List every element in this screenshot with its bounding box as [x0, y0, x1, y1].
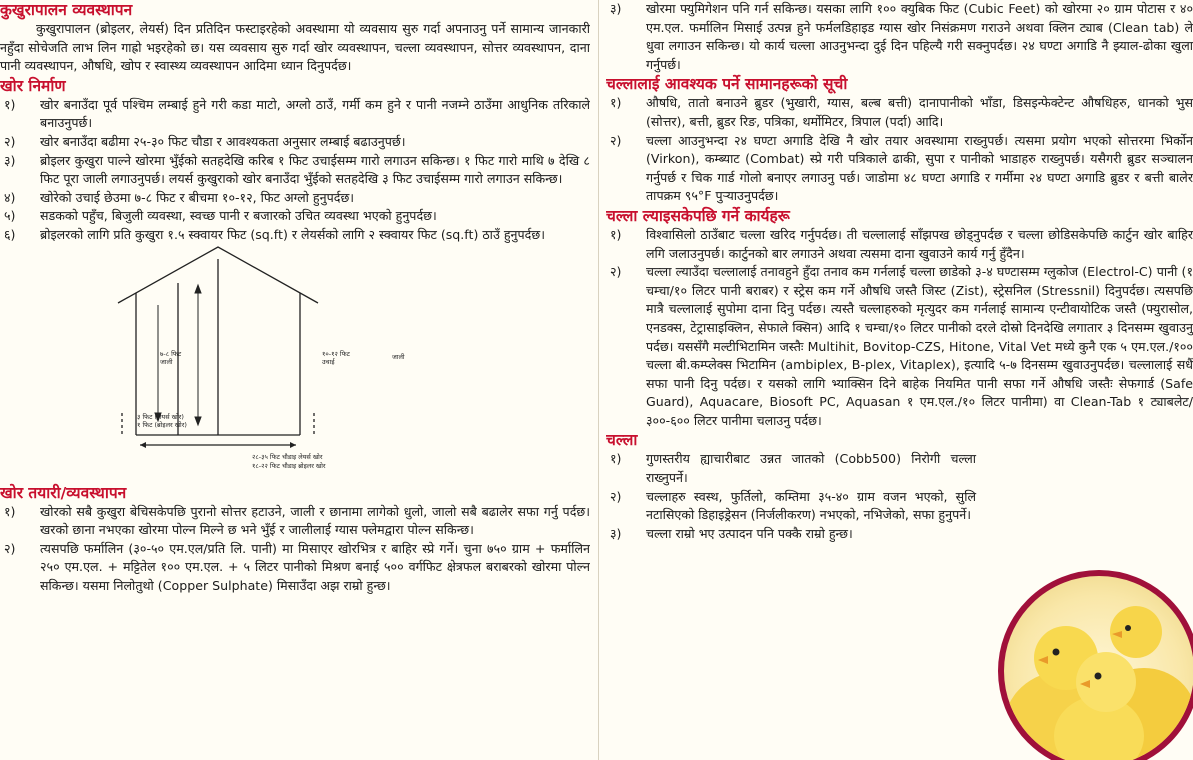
item-text: खोरमा फ्युमिगेशन पनि गर्न सकिन्छ। यसका लागि १०० क्युबिक फिट (Cubic Feet) को खोरमा २० ग्राम पोटास र ४० एम.एल. फर्मालिन मिसाई उत्पन्न हुने फर्मलडिहाइड ग्यास खोर निसंक्रमण गराउने अथवा क्लिन ट्याब (Clean tab) ले धुवा लगाउन सकिन्छ। यो कार्य चल्ला आउनुभन्दा दुई दिन पहिल्यै गरी सक्नुपर्दछ। २४ घण्टा अगाडि नै झ्याल-ढोका खुला गर्नुपर्छ।: [646, 1, 1193, 72]
list-item: [606, 450, 976, 487]
preparation-list-cont: [606, 0, 1193, 74]
list-item: [606, 132, 1193, 206]
item-text: खोरेको उचाई छेउमा ७-८ फिट र बीचमा १०-१२, फिट अग्लो हुनुपर्दछ।: [40, 189, 355, 205]
item-text: औषधि, तातो बनाउने ब्रुडर (भुखारी, ग्यास, बल्ब बत्ती) दानापानीको भाँडा, डिसइन्फेक्टेन्ट औषधिहरु, धानको भुस (सोत्तर), बत्ती, ब्रुडर रिङ, पत्रिका, थर्मोमिटर, त्रिपाल (पर्दा) आदि।: [646, 95, 1193, 129]
item-text: चल्ला आउनुभन्दा २४ घण्टा अगाडि देखि नै खोर तयार अवस्थामा राख्नुपर्छ। त्यसमा प्रयोग भएको सोत्तरमा भिर्कोन (Virkon), कम्ब्याट (Combat) स्प्रे गरी पत्रिकाले ढाकी, सुपा र पानीको भाडाहरु राख्नुपर्छ। यसैगरी ब्रुडर सञ्चालन गर्नुपर्छ र चिक गार्ड गोलो बनाएर लगाउनु पर्छ। जाडोमा ४८ घण्टा अगाडि र गर्मीमा २४ घण्टा अगाडि ब्रुडर र बत्ती बालेर तापक्रम ९५°F पुऱ्याउनुपर्दछ।: [646, 132, 1193, 204]
item-text: ब्रोइलर कुखुरा पाल्ने खोरमा भुँईको सतहदेखि करिब १ फिट उचाईसम्म गारो लगाउन सकिन्छ। १ फिट गारो माथि ७ देखि ८ फिट पूरा जाली लगाउनुपर्छ। लयर्स कुखुराको खोर बनाउँदा भुँईको सतहदेखि ३ फिट उचाईसम्म गारो लगाउन सकिन्छ।: [40, 152, 590, 187]
width-label-broiler: १८-२२ फिट चौडाइ ब्रोइलर खोर: [252, 461, 326, 470]
coop-diagram: [0, 245, 590, 483]
item-text: सडकको पहुँच, बिजुली व्यवस्था, स्वच्छ पानी र बजारको उचित व्यवस्था भएको हुनुपर्दछ।: [40, 208, 437, 224]
section-heading: खोर निर्माण: [0, 76, 66, 95]
item-number: १): [610, 95, 622, 111]
item-text: चल्लाहरु स्वस्थ, फुर्तिलो, कम्तिमा ३५-४० ग्राम वजन भएको, सुलि नटासिएको डिहाइड्रेसन (निर्जलीकरण) नभएको, नभिजेको, सफा हुनुपर्ने।: [646, 488, 976, 523]
item-text: चल्ला ल्याउँदा चल्लालाई तनावहुने हुँदा तनाव कम गर्नलाई चल्ला छाडेको ३-४ घण्टासम्म ग्लुकोज (Electrol-C) पानी (१ चम्चा/१० लिटर पानी बराबर) र स्ट्रेस कम गर्ने औषधि जस्तै जिस्ट (Zist), स्ट्रेसनिल (Stressnil) दिनुपर्दछ। त्यसपछि मात्रै चल्लालाई सुपोमा दाना दिनु पर्दछ। त्यस्तै चल्लाहरुको मृत्युदर कम गर्नलाई सामान्य एन्टीवायोटिक जस्तै (फ्युरासोल, एनडक्स, टेट्रासाइक्लिन, सेफाले क्सिन) आदि १ चम्चा/१० लिटर पानीको दरले दोस्रो दिनदेखि लगातार ३ दिनसम्म खुवाउनु पर्दछ। यससँगै मल्टीभिटामिन जस्तैः Multihit, Bovitop-CZS, Hitone, Vital Vet मध्ये कुनै एक ५ एम.एल./१०० चल्ला बी.कम्प्लेक्स भिटामिन (ambiplex, B-plex, Vitaplex), इत्यादि ५-७ दिनसम्म खुवाउनुपर्दछ। चल्लालाई सधैं सफा पानी दिनु पर्दछ। र यसको लागि भ्याक्सिन दिने बाहेक नियमित पानी सफा गर्ने औषधि जस्तैः सेफगार्ड (Safe Guard), Aquacare, Biosoft PC, Aquasan १ एम.एल./१० लिटर पानीमा) वा Clean-Tab १ ट्याबलेट/३००-६०० लिटर पानीमा चलाउनु पर्दछ।: [646, 264, 1193, 428]
preparation-list: [0, 503, 590, 596]
item-number: ५): [4, 208, 16, 224]
item-text: ब्रोइलरको लागि प्रति कुखुरा १.५ स्क्वायर फिट (sq.ft) र लेयर्सको लागि २ स्क्वायर फिट (sq.ft) ठाउँ हुनुपर्दछ।: [40, 226, 545, 242]
section-poultry-management: [0, 0, 590, 76]
item-number: ६): [4, 226, 16, 242]
width-label-layers: २८-३५ फिट चौडाइ लेयर्स खोर: [252, 452, 323, 461]
right-column: [606, 0, 1193, 760]
chicks-photo: [998, 570, 1193, 760]
list-item: [606, 525, 976, 544]
item-number: २): [610, 488, 622, 504]
arrow-left: [140, 442, 146, 448]
section-heading: चल्ला: [606, 431, 638, 450]
coop-drawing: [100, 245, 420, 477]
item-number: ३): [610, 525, 622, 541]
section-after-arrival: [606, 206, 1193, 431]
chicks-illustration: [1004, 576, 1193, 760]
list-item: [0, 207, 590, 226]
item-text: विश्वासिलो ठाउँबाट चल्ला खरिद गर्नुपर्दछ। ती चल्लालाई साँझपख छोड्नुपर्दछ र चल्ला छोडिसकेपछि कार्टुन खोर बाहिर लगि जलाउनुपर्छ। कार्टुनको बार लगाउने अथवा त्यसमा दाना खुवाउने कार्य गर्नु हुँदैन।: [646, 226, 1193, 261]
item-text: खोरको सबै कुखुरा बेचिसकेपछि पुरानो सोत्तर हटाउने, जाली र छानामा लागेको धुलो, जालो सबै बढालेर सफा गर्नु पर्दछ। खरको छाना नभएका खोरमा पोल्न मिल्ने छ भने भुँई र जालीलाई ग्यास फ्लेमद्वारा पोल्न सकिन्छ।: [40, 503, 590, 538]
list-item: [0, 133, 590, 152]
list-item: [0, 189, 590, 208]
list-item: [606, 263, 1193, 430]
list-item: [0, 96, 590, 133]
item-text: चल्ला राम्रो भए उत्पादन पनि पक्कै राम्रो हुन्छ।: [646, 525, 853, 541]
item-number: १): [4, 503, 16, 519]
side-height-label: ७-८ फिट जाली: [160, 349, 182, 366]
item-number: २): [610, 264, 622, 280]
list-item: [0, 152, 590, 189]
intro-paragraph: कुखुरापालन (ब्रोइलर, लेयर्स) दिन प्रतिदिन फस्टाइरहेको अवस्थामा यो व्यवसाय सुरु गर्दा अपनाउनु पर्ने सामान्य जानकारी नहुँदा सोचेजति लाभ लिन गाह्रो भइरहेको छ। यस व्यवसाय सुरु गर्दा खोर व्यवस्थापन, चल्ला व्यवस्थापन, सोत्तर व्यवस्थापन, दाना पानी व्यवस्थापन, औषधि, खोप र स्वास्थ्य व्यवस्थापन आदिमा ध्यान दिनुपर्दछ।: [0, 21, 590, 74]
left-column: [0, 0, 590, 760]
wall-height-label: ३ फिट (लेयर्स खोर) १ फिट (ब्रोइलर खोर): [137, 412, 187, 429]
height-arrow-down: [195, 417, 201, 425]
section-heading: खोर तयारी/व्यवस्थापन: [0, 483, 127, 502]
construction-list: [0, 96, 590, 245]
after-arrival-list: [606, 226, 1193, 431]
item-number: २): [4, 133, 16, 149]
section-heading: चल्ला ल्याइसकेपछि गर्ने कार्यहरू: [606, 206, 790, 225]
section-chicks: [606, 430, 976, 543]
section-heading: कुखुरापालन व्यवस्थापन: [0, 1, 133, 19]
chicks-list: [606, 450, 976, 543]
arrow-right: [290, 442, 296, 448]
height-arrow-up: [195, 285, 201, 293]
section-supplies: [606, 74, 1193, 206]
list-item: [0, 226, 590, 245]
list-item: [606, 488, 976, 525]
list-item: [606, 226, 1193, 263]
item-number: २): [610, 132, 622, 148]
item-text: खोर बनाउँदा पूर्व पश्चिम लम्बाई हुने गरी कडा माटो, अग्लो ठाउँ, गर्मी कम हुने र पानी नजम्ने ठाउँमा आधुनिक तरिकाले बनाउनुपर्छ।: [40, 96, 590, 131]
center-height-label: १०-१२ फिट उचाई: [322, 349, 350, 366]
item-number: १): [610, 451, 622, 467]
section-heading: चल्लालाई आवश्यक पर्ने सामानहरूको सूची: [606, 75, 848, 94]
item-number: १): [4, 96, 16, 112]
section-coop-construction: [0, 76, 590, 245]
column-divider: [598, 0, 599, 760]
item-text: खोर बनाउँदा बढीमा २५-३० फिट चौडा र आवश्यकता अनुसार लम्बाई बढाउनुपर्छ।: [40, 133, 406, 149]
list-item: [606, 0, 1193, 74]
item-text: त्यसपछि फर्मालिन (३०-५० एम.एल/प्रति लि. पानी) मा मिसाएर खोरभित्र र बाहिर स्प्रे गर्ने। चुना ७५० ग्राम + फर्मालिन २५० एम.एल. + मट्टितेल १०० एम.एल. + ५ लिटर पानीको मिश्रण बनाई ५०० वर्गफिट क्षेत्रफल बराबरको खोरमा पोल्न सकिन्छ। यसमा निलोतुथो (Copper Sulphate) मिसाउँदा अझ राम्रो हुन्छ।: [40, 540, 590, 593]
item-number: १): [610, 226, 622, 242]
supplies-list: [606, 94, 1193, 206]
section-coop-preparation: [0, 483, 590, 596]
list-item: [0, 503, 590, 540]
item-text: गुणस्तरीय ह्याचारीबाट उन्नत जातको (Cobb500) निरोगी चल्ला राख्नुपर्ने।: [646, 451, 976, 486]
list-item: [0, 540, 590, 596]
item-number: २): [4, 540, 16, 556]
item-number: ३): [610, 1, 622, 16]
item-number: ३): [4, 152, 16, 168]
list-item: [606, 94, 1193, 131]
item-number: ४): [4, 189, 16, 205]
net-label: जाली: [392, 352, 405, 361]
